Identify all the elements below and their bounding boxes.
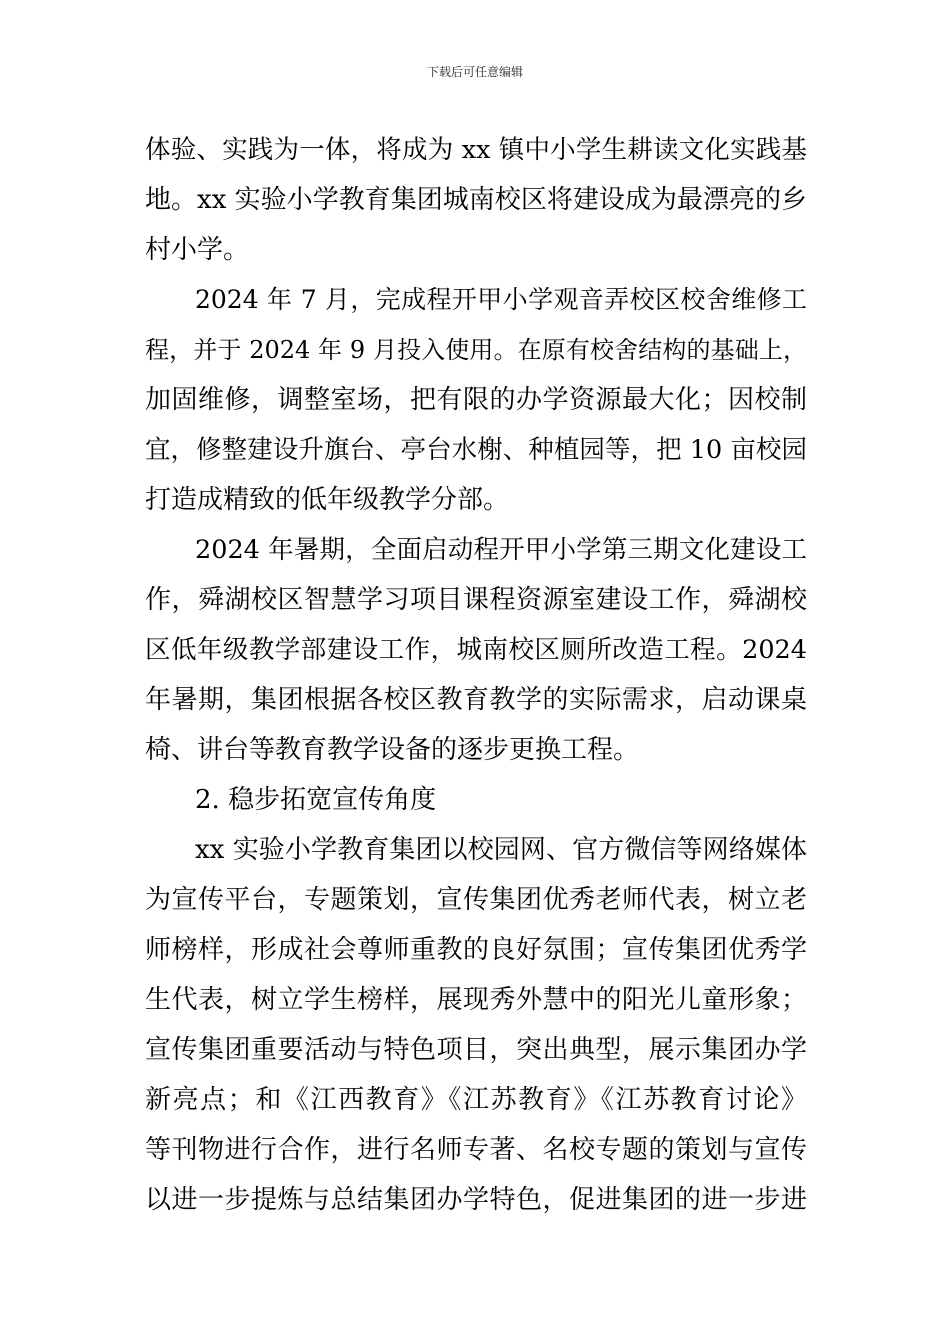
paragraph <box>145 275 807 525</box>
text-line: 以进一步提炼与总结集团办学特色，促进集团的进一步进 <box>145 1185 807 1215</box>
text-line: 体验、实践为一体，将成为 xx 镇中小学生耕读文化实践基 <box>145 135 807 165</box>
text-line: 加固维修，调整室场，把有限的办学资源最大化；因校制 <box>145 385 807 415</box>
text-line: 生代表，树立学生榜样，展现秀外慧中的阳光儿童形象； <box>145 985 807 1015</box>
text-line: 地。xx 实验小学教育集团城南校区将建设成为最漂亮的乡 <box>145 185 807 215</box>
text-line: 椅、讲台等教育教学设备的逐步更换工程。 <box>145 735 640 765</box>
text-line: xx 实验小学教育集团以校园网、官方微信等网络媒体 <box>195 835 807 865</box>
text-line: 年暑期，集团根据各校区教育教学的实际需求，启动课桌 <box>145 685 807 715</box>
text-line: 区低年级教学部建设工作，城南校区厕所改造工程。2024 <box>145 635 807 665</box>
page-header: 下载后可任意编辑 <box>426 65 523 79</box>
paragraph <box>145 525 807 775</box>
text-line: 2024 年暑期，全面启动程开甲小学第三期文化建设工 <box>195 535 807 565</box>
text-line: 等刊物进行合作，进行名师专著、名校专题的策划与宣传 <box>145 1135 807 1165</box>
text-line: 为宣传平台，专题策划，宣传集团优秀老师代表，树立老 <box>145 885 807 915</box>
document-body <box>145 125 807 1225</box>
text-line: 新亮点；和《江西教育》《江苏教育》《江苏教育讨论》 <box>145 1085 807 1115</box>
text-line: 宣传集团重要活动与特色项目，突出典型，展示集团办学 <box>145 1035 807 1065</box>
text-line: 2. 稳步拓宽宣传角度 <box>195 785 437 815</box>
text-line: 作，舜湖校区智慧学习项目课程资源室建设工作，舜湖校 <box>145 585 807 615</box>
text-line: 2024 年 7 月，完成程开甲小学观音弄校区校舍维修工 <box>195 285 807 314</box>
text-line: 程，并于 2024 年 9 月投入使用。在原有校舍结构的基础上， <box>145 336 807 364</box>
text-line: 师榜样，形成社会尊师重教的良好氛围；宣传集团优秀学 <box>145 935 807 965</box>
text-line: 宜，修整建设升旗台、亭台水榭、种植园等，把 10 亩校园 <box>145 435 807 465</box>
paragraph <box>145 825 807 1225</box>
text-line: 村小学。 <box>145 235 250 265</box>
text-line: 打造成精致的低年级教学分部。 <box>145 485 510 515</box>
section-heading <box>145 775 807 825</box>
paragraph <box>145 125 807 275</box>
